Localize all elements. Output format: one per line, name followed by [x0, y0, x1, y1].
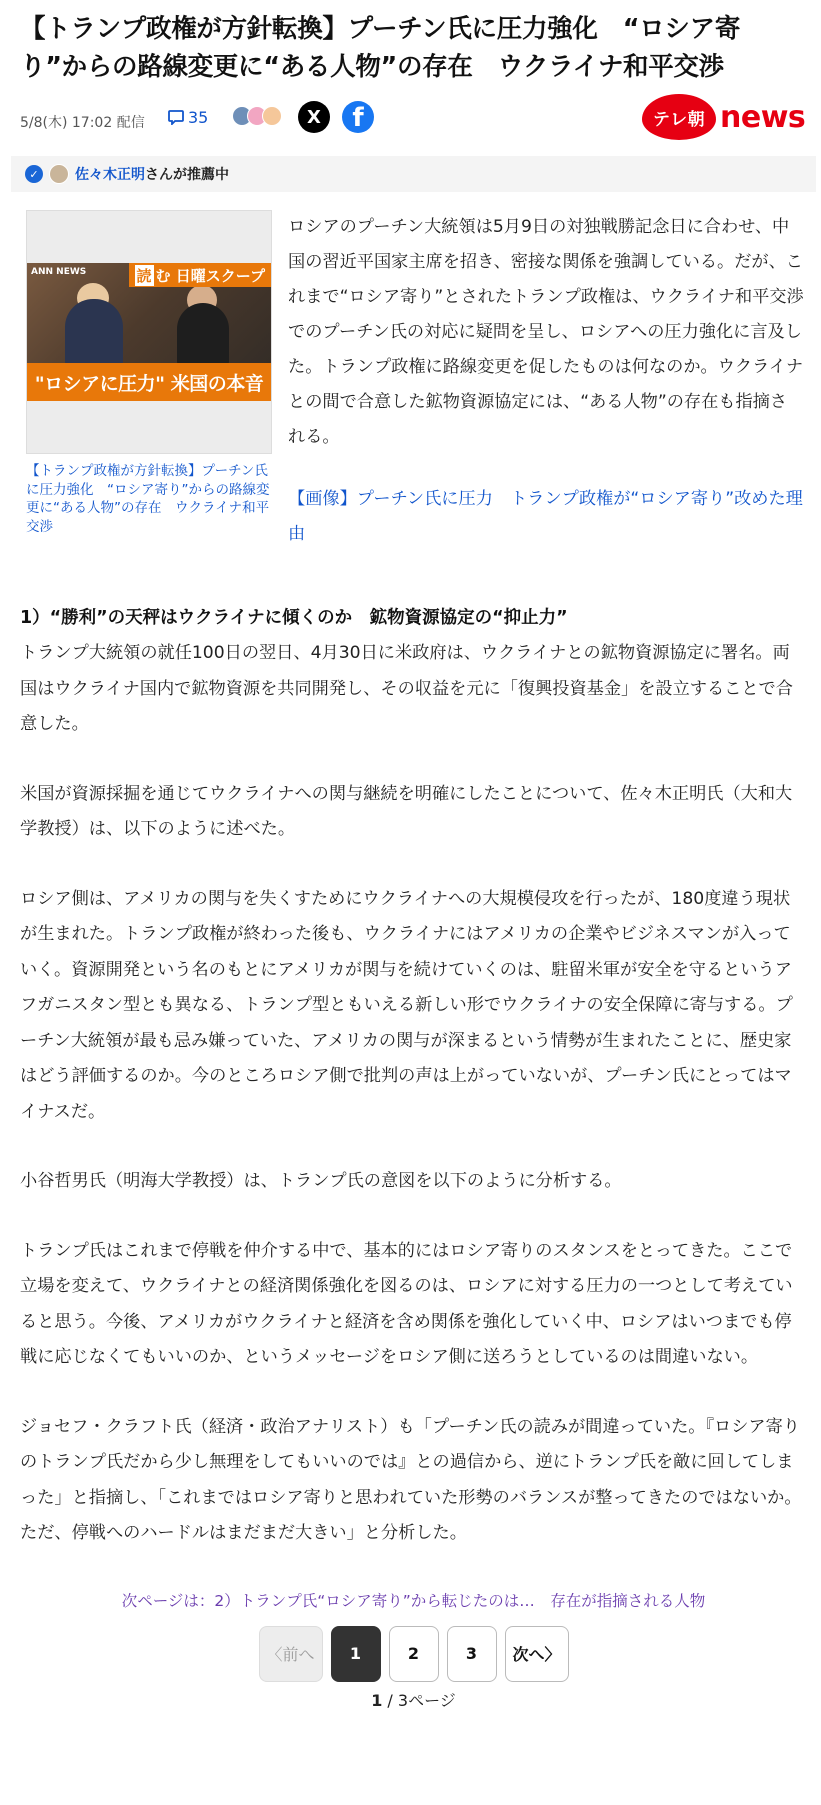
comment-icon [168, 110, 184, 125]
lead-image-frame[interactable] [26, 210, 272, 454]
current-page: 1 [371, 1690, 383, 1710]
comment-count: 35 [188, 108, 209, 127]
body-paragraph: 小谷哲男氏（明海大学教授）は、トランプ氏の意図を以下のように分析する。 [20, 1171, 622, 1191]
next-page-link[interactable]: 次ページは：2）トランプ氏“ロシア寄り”から転じたのは… 存在が指摘される人物 [121, 1591, 706, 1610]
body-paragraph: 米国が資源採掘を通じてウクライナへの関与継続を明確にしたことについて、佐々木正明氏（大和大学教授）は、以下のように述べた。 [20, 783, 793, 839]
page-button-3[interactable]: 3 [447, 1626, 497, 1682]
body-paragraph: トランプ大統領の就任100日の翌日、4月30日に米政府は、ウクライナとの鉱物資源協定に署名。両国はウクライナ国内で鉱物資源を共同開発し、その収益を元に「復興投資基金」を設立することで合意した。 [20, 643, 793, 734]
person-body [65, 299, 123, 369]
lead-paragraph: ロシアのプーチン大統領は5月9日の対独戦勝記念日に合わせ、中国の習近平国家主席を招き、密接な関係を強調している。だが、これまで“ロシア寄り”とされたトランプ政権は、ウクライナ和平交渉でのプーチン氏の対応に疑問を呈し、ロシアへの圧力強化に言及した。トランプ政権に路線変更を促したものは何なのか。ウクライナとの間で合意した鉱物資源協定には、“ある人物”の存在も指摘される。 [288, 217, 804, 447]
image-gallery-link[interactable]: 【画像】プーチン氏に圧力 トランプ政権が“ロシア寄り”改めた理由 [288, 489, 803, 544]
x-icon: X [307, 106, 321, 128]
page-indicator [20, 1688, 807, 1711]
body-paragraph: ロシア側は、アメリカの関与を失くすためにウクライナへの大規模侵攻を行ったが、180度違う現状が生まれた。トランプ政権が終わった後も、ウクライナにはアメリカの企業やビジネスマンが入っていく。資源開発という名のもとにアメリカが関与を続けていくのは、駐留米軍が安全を守るというアフガニスタン型とも異なる、トランプ型ともいえる新しい形でウクライナの安全保障に寄与する。プーチン大統領が最も忌み嫌っていた、アメリカの関与が深まるという情勢が生まれたことに、歴史家はどう評価するのか。今のところロシア側で批判の声は上がっていないが、プーチン氏にとってはマイナスだ。 [20, 888, 793, 1122]
next-page-button[interactable]: 次へ〉 [505, 1626, 569, 1682]
prev-page-button[interactable]: 〈前へ [259, 1626, 323, 1682]
article-meta [20, 94, 807, 156]
thumb-banner: "ロシアに圧力" 米国の本音 [27, 363, 271, 401]
total-pages: / 3ページ [382, 1690, 456, 1710]
avatar [262, 106, 282, 126]
share-facebook-button[interactable] [342, 101, 374, 133]
body-paragraph: ジョセフ・クラフト氏（経済・政治アナリスト）も「プーチン氏の読みが間違っていた。『ロシア寄りのトランプ氏だから少し無理をしてもいいのでは』との過信から、逆にトランプ氏を敵に回してしまった」と指摘し、「これまではロシア寄りと思われていた形勢のバランスが整ってきたのではないか。ただ、停戦へのハードルはまだまだ大きい」と分析した。 [20, 1416, 802, 1543]
share-x-button[interactable] [298, 101, 330, 133]
tv-asahi-badge: テレ朝 [642, 94, 716, 140]
comment-link[interactable] [168, 108, 208, 127]
article-lead [20, 210, 807, 580]
news-wordmark: news [720, 99, 806, 135]
lead-image-caption-link[interactable]: 【トランプ政権が方針転換】プーチン氏に圧力強化 “ロシア寄り”からの路線変更に“ある人物”の存在 ウクライナ和平交渉 [26, 463, 270, 535]
publish-date: 5/8(木) 17:02 配信 [20, 115, 145, 131]
page-button-2[interactable]: 2 [389, 1626, 439, 1682]
lead-image[interactable] [27, 263, 271, 401]
recommender-name-link[interactable]: 佐々木正明 [75, 167, 145, 183]
recommend-label: さんが推薦中 [145, 167, 229, 183]
verified-check-icon: ✓ [25, 165, 43, 183]
section-heading: 1）“勝利”の天秤はウクライナに傾くのか 鉱物資源協定の“抑止力” [20, 608, 568, 628]
facebook-icon: f [352, 103, 364, 133]
pagination [20, 1626, 807, 1682]
commenter-avatars[interactable] [232, 106, 282, 126]
program-tag [129, 263, 272, 287]
page-button-1[interactable]: 1 [331, 1626, 381, 1682]
ann-news-logo: ANN NEWS [31, 267, 87, 277]
recommend-bar [11, 156, 816, 192]
program-tag-kanji: 読 [136, 266, 152, 285]
program-tag-text: む 日曜スクープ [155, 266, 265, 285]
tv-asahi-news-logo[interactable] [642, 94, 805, 140]
person-body [177, 303, 229, 369]
recommender-avatar [49, 164, 69, 184]
body-paragraph: トランプ氏はこれまで停戦を仲介する中で、基本的にはロシア寄りのスタンスをとってきた。ここで立場を変えて、ウクライナとの経済関係強化を図るのは、ロシアに対する圧力の一つとして考えていると思う。今後、アメリカがウクライナと経済を含め関係を強化していく中、ロシアはいつまでも停戦に応じなくてもいいのか、というメッセージをロシア側に送ろうとしているのは間違いない。 [20, 1240, 793, 1367]
article-title: 【トランプ政権が方針転換】プーチン氏に圧力強化 “ロシア寄り”からの路線変更に“ある人物”の存在 ウクライナ和平交渉 [20, 14, 741, 82]
article-body [20, 636, 806, 1552]
